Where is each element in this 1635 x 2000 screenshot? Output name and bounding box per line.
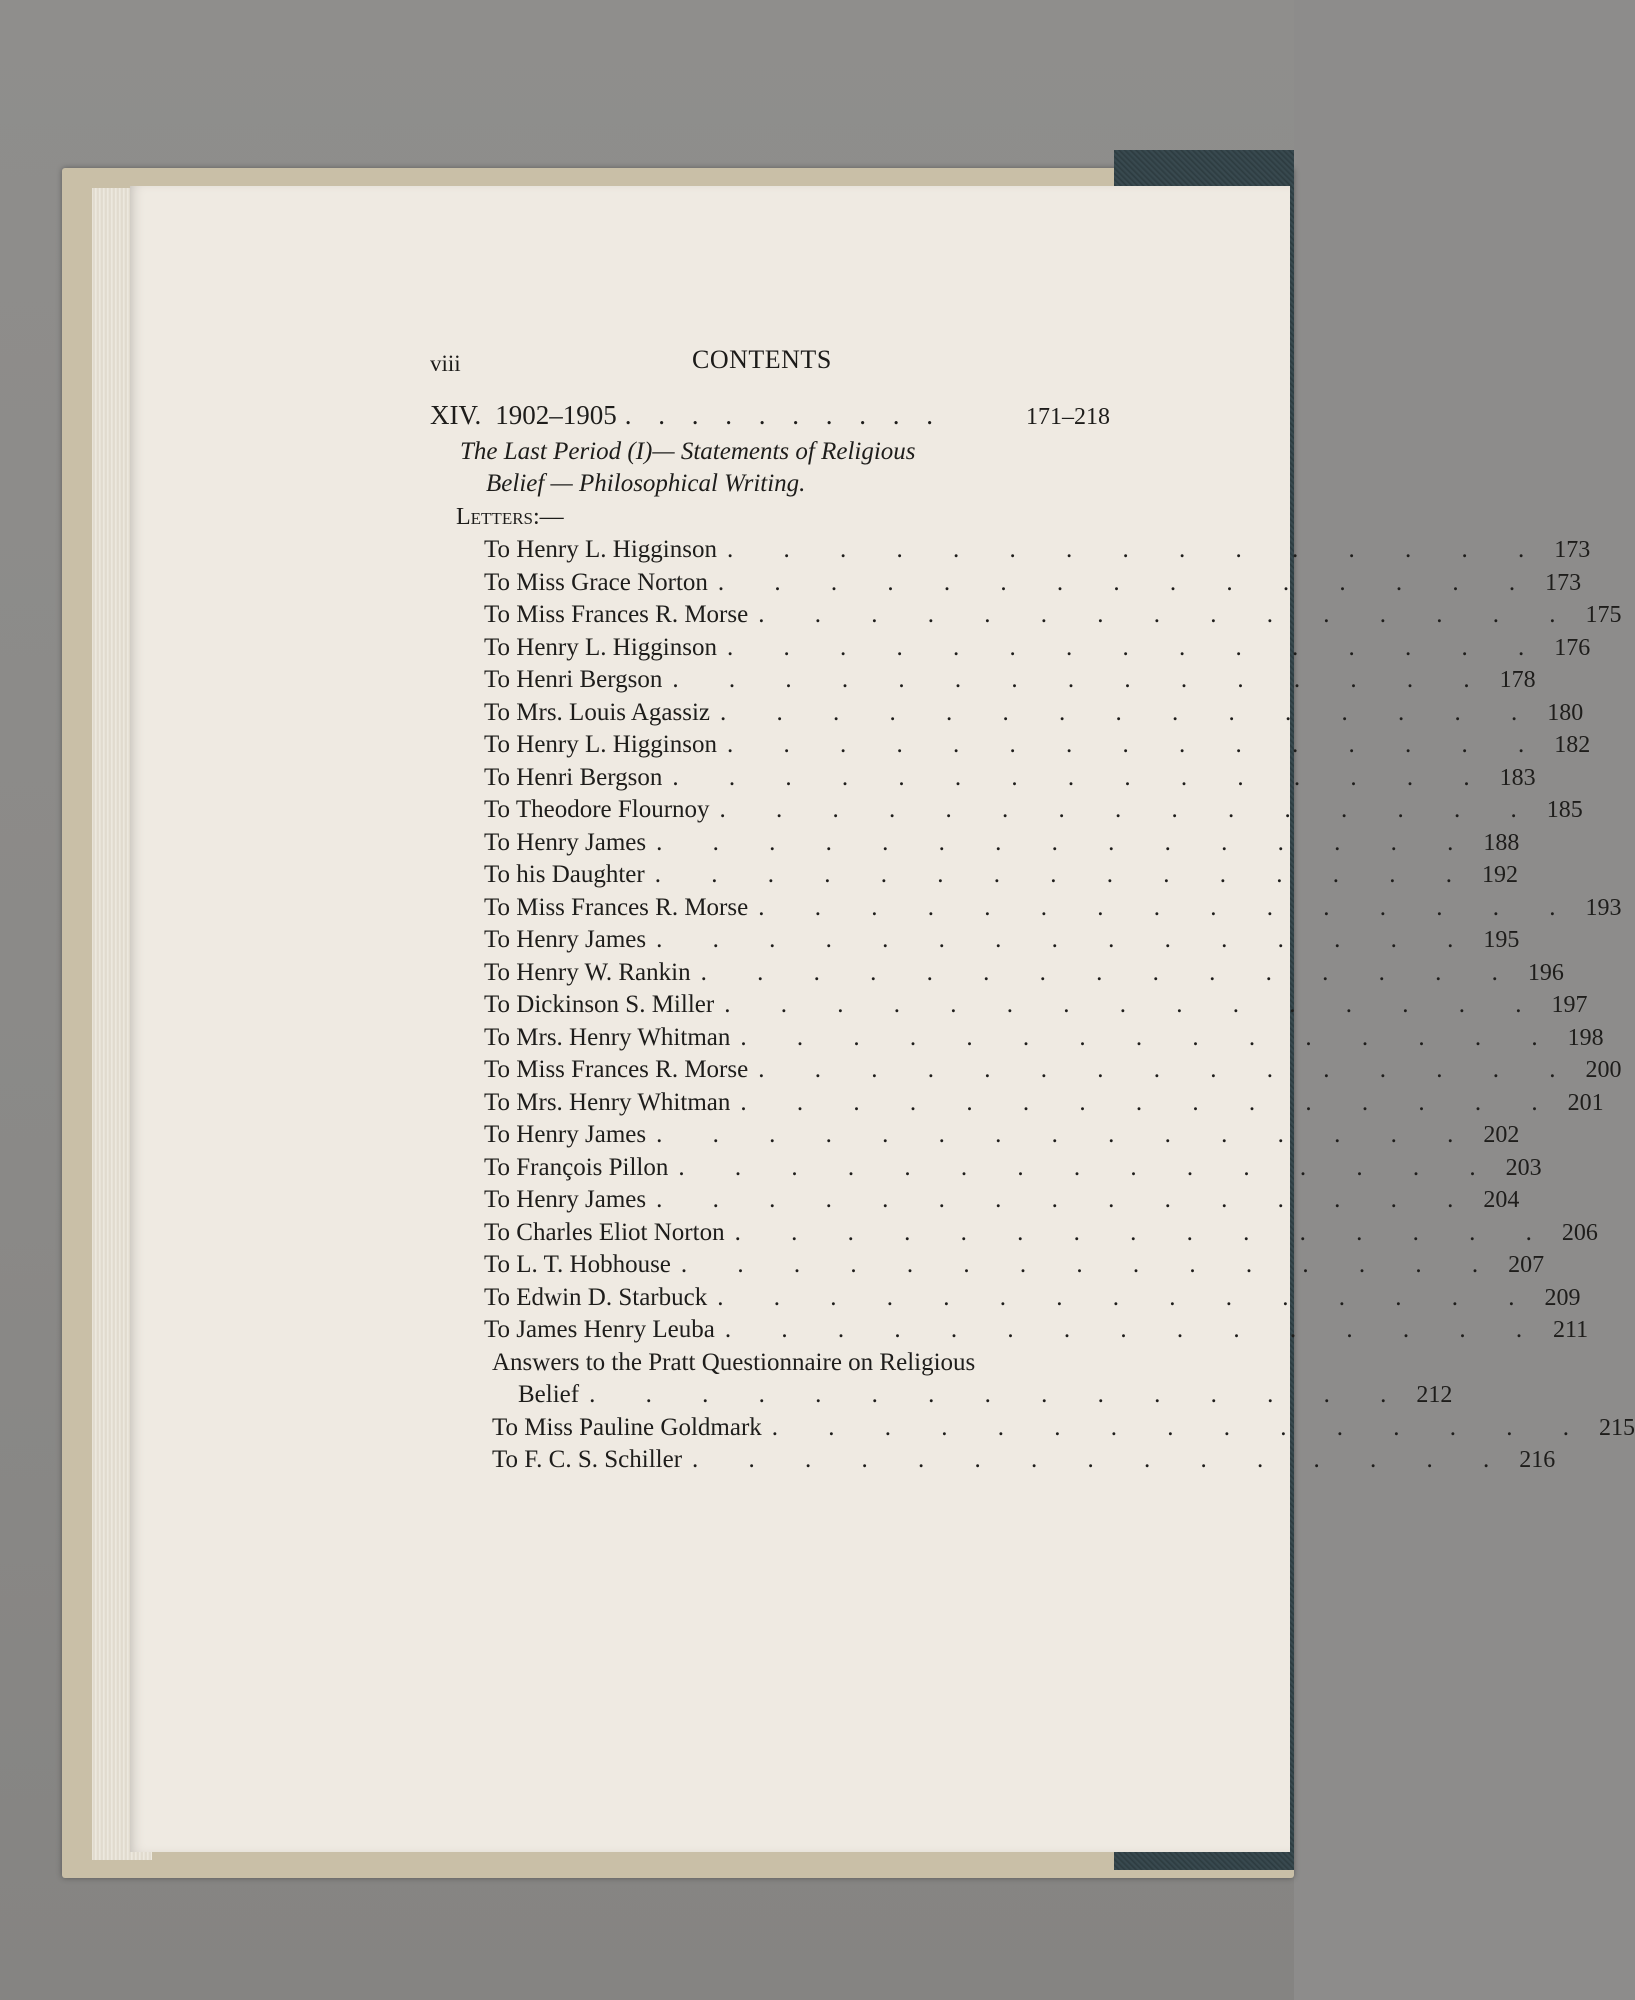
leader-dots: . . . . . . . . . . . . . . . xyxy=(672,763,1492,791)
list-item xyxy=(430,1413,1635,1447)
entry-page: 175 xyxy=(1585,602,1622,628)
list-item xyxy=(430,601,1622,634)
entry-text: To Henry L. Higginson xyxy=(484,731,717,758)
entry-text: To Charles Eliot Norton xyxy=(484,1218,725,1246)
chapter-years: 1902–1905 xyxy=(495,400,617,430)
entry-page: 204 xyxy=(1483,1187,1520,1213)
leader-dots: . . . . . . . . . . . . . . . xyxy=(726,536,1547,563)
entry-text: To Henry L. Higginson xyxy=(484,633,717,661)
subtitle-line-1: The Last Period (I)— Statements of Religious xyxy=(460,438,916,465)
leader-dots: . . . . . . . . . . . . . . . xyxy=(734,1218,1554,1246)
list-item xyxy=(430,1316,1589,1349)
entry-page: 196 xyxy=(1527,959,1564,986)
leader-dots: . . . . . . . . . . . . . . . xyxy=(758,893,1578,921)
entry-text: Answers to the Pratt Questionnaire on Religious xyxy=(492,1348,976,1376)
list-item xyxy=(430,828,1520,862)
chapter-number: XIV. xyxy=(430,400,482,430)
leader-dots: . . . . . . . . . . . . . . . xyxy=(680,1251,1501,1278)
list-item xyxy=(430,1349,1110,1382)
entry-page: 195 xyxy=(1483,927,1520,953)
letter-list-final xyxy=(430,1413,1635,1479)
entry-page: 178 xyxy=(1499,667,1536,693)
entry-text: To Henry James xyxy=(484,828,647,856)
leader-dots: . . . . . . . . . . . . . . . xyxy=(758,1056,1578,1083)
entry-page: 173 xyxy=(1545,569,1582,596)
leader-dots: . . . . . . . . . . . . . . . xyxy=(771,1413,1592,1441)
list-item xyxy=(430,633,1591,667)
list-item xyxy=(430,1218,1598,1252)
list-item xyxy=(430,1023,1604,1057)
leader-dots: . . . . . . . . . . . . . . . xyxy=(678,1153,1498,1181)
leader-dots: . . . . . . . . . . . . . . . xyxy=(740,1023,1560,1051)
list-item xyxy=(430,536,1591,569)
leader-dots: . . . . . . . . . . . . . . . xyxy=(726,731,1547,758)
list-item xyxy=(430,991,1588,1024)
page-title: CONTENTS xyxy=(692,345,832,374)
list-item xyxy=(430,958,1564,992)
leader-dots: . . . . . . . . . . . . . . . xyxy=(740,1088,1560,1116)
page-number: viii xyxy=(430,351,461,376)
list-item xyxy=(430,1088,1604,1122)
entry-text: To Henry James xyxy=(484,1121,647,1148)
entry-page: 185 xyxy=(1546,797,1583,823)
leader-dots: . . . . . . . . . . . . . . . xyxy=(717,568,1538,596)
entry-page: 209 xyxy=(1544,1284,1581,1311)
entry-page: 183 xyxy=(1499,764,1536,791)
entry-text: Belief xyxy=(518,1381,580,1408)
list-item xyxy=(430,1153,1542,1187)
entry-page: 207 xyxy=(1508,1252,1545,1278)
leader-dots: . . . . . . . . . . . . . . . xyxy=(672,666,1492,693)
list-item xyxy=(430,666,1536,699)
list-item xyxy=(430,1251,1545,1284)
leader-dots: . . . . . . . . . . . . . . . xyxy=(724,991,1544,1018)
entry-text: To Mrs. Henry Whitman xyxy=(484,1023,731,1051)
entry-page: 182 xyxy=(1554,732,1591,758)
entry-page: 202 xyxy=(1483,1122,1520,1148)
entry-page: 180 xyxy=(1547,699,1584,726)
list-item xyxy=(430,926,1520,959)
entry-text: To Dickinson S. Miller xyxy=(484,991,715,1018)
entry-text: To Miss Frances R. Morse xyxy=(484,601,749,628)
entry-text: To Henry W. Rankin xyxy=(484,958,691,986)
leader-dots: . . . . . . . . . . . . . . . xyxy=(700,958,1520,986)
leader-dots: . . . . . . . . . . . . . . . xyxy=(692,1446,1512,1473)
list-item xyxy=(430,731,1591,764)
leader-dots: . . . . . . . . . . . . . . . xyxy=(656,1186,1476,1213)
chapter-subtitle xyxy=(430,436,1050,500)
list-item xyxy=(430,893,1622,927)
list-item xyxy=(430,568,1582,602)
table-of-contents xyxy=(430,400,1635,1479)
list-item xyxy=(430,1381,1453,1414)
list-item xyxy=(430,1283,1581,1317)
list-item xyxy=(430,698,1584,732)
leader-dots: . . . . . . . . . . xyxy=(624,400,944,430)
chapter-pages: 171–218 xyxy=(1026,404,1110,430)
list-item xyxy=(430,1121,1520,1154)
letter-list xyxy=(430,536,1622,1349)
leader-dots: . . . . . . . . . . . . . . . xyxy=(717,1283,1537,1311)
entry-text: To Mrs. Louis Agassiz xyxy=(484,698,711,726)
entry-page: 206 xyxy=(1561,1219,1598,1246)
entry-text: To Henri Bergson xyxy=(484,763,663,791)
leader-dots: . . . . . . . . . . . . . . . xyxy=(654,861,1474,888)
running-head xyxy=(430,345,1100,385)
leader-dots: . . . . . . . . . . . . . . . xyxy=(719,796,1539,823)
entry-page: 193 xyxy=(1585,894,1622,921)
entry-page: 200 xyxy=(1585,1057,1622,1083)
entry-text: To F. C. S. Schiller xyxy=(492,1446,683,1473)
list-item xyxy=(430,861,1518,894)
leader-dots: . . . . . . . . . . . . . . . xyxy=(724,1316,1545,1343)
entry-page: 188 xyxy=(1483,829,1520,856)
entry-text: To James Henry Leuba xyxy=(484,1316,715,1343)
list-item xyxy=(430,1186,1520,1219)
list-item xyxy=(430,763,1536,797)
entry-page: 198 xyxy=(1567,1024,1604,1051)
leader-dots: . . . . . . . . . . . . . . . xyxy=(656,1121,1476,1148)
chapter-row xyxy=(430,400,1110,436)
list-item xyxy=(430,1056,1622,1089)
leader-dots: . . . . . . . . . . . . . . . xyxy=(589,1381,1409,1408)
leader-dots: . . . . . . . . . . . . . . . xyxy=(758,601,1578,628)
entry-page: 201 xyxy=(1567,1089,1604,1116)
entry-page: 197 xyxy=(1551,992,1588,1018)
entry-page: 173 xyxy=(1554,537,1591,563)
entry-text: To Mrs. Henry Whitman xyxy=(484,1088,731,1116)
entry-text: To Miss Pauline Goldmark xyxy=(492,1413,762,1441)
entry-text: To Edwin D. Starbuck xyxy=(484,1283,708,1311)
entry-text: To Miss Frances R. Morse xyxy=(484,893,749,921)
leader-dots: . . . . . . . . . . . . . . . xyxy=(726,633,1547,661)
entry-text: To his Daughter xyxy=(484,861,645,888)
entry-page: 203 xyxy=(1505,1154,1542,1181)
entry-text: To Miss Grace Norton xyxy=(484,568,708,596)
entry-text: To Henry James xyxy=(484,1186,647,1213)
leader-dots: . . . . . . . . . . . . . . . xyxy=(656,828,1476,856)
list-item xyxy=(430,796,1583,829)
entry-text: To L. T. Hobhouse xyxy=(484,1251,671,1278)
entry-page: 216 xyxy=(1519,1447,1556,1473)
entry-text: To Theodore Flournoy xyxy=(484,796,710,823)
entry-page: 176 xyxy=(1554,634,1591,661)
leader-dots: . . . . . . . . . . . . . . . xyxy=(656,926,1476,953)
entry-text: To Henry L. Higginson xyxy=(484,536,717,563)
entry-page: 211 xyxy=(1552,1317,1589,1343)
letters-label: Letters:— xyxy=(456,504,564,530)
list-item xyxy=(430,1446,1556,1479)
entry-text: To Henri Bergson xyxy=(484,666,663,693)
entry-page: 192 xyxy=(1481,862,1518,888)
entry-text: To Henry James xyxy=(484,926,647,953)
entry-page: 215 xyxy=(1599,1414,1635,1441)
entry-page: 212 xyxy=(1416,1382,1453,1408)
subtitle-line-2: Belief — Philosophical Writing. xyxy=(486,470,806,497)
leader-dots: . . . . . . . . . . . . . . . xyxy=(720,698,1540,726)
entry-text: To François Pillon xyxy=(484,1153,669,1181)
entry-text: To Miss Frances R. Morse xyxy=(484,1056,749,1083)
